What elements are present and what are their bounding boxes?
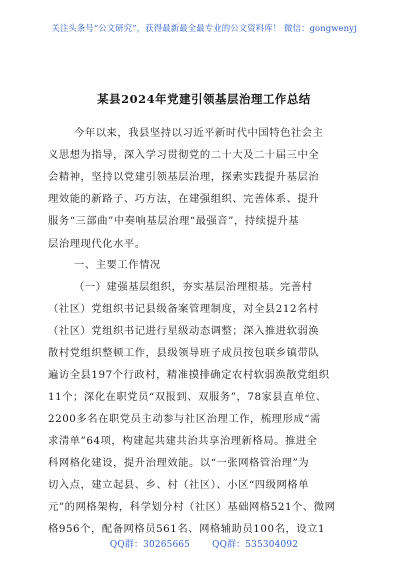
body-line: 2200多名在职党员主动参与社区治理工作，梳理形成“需 bbox=[48, 413, 321, 425]
body-line: 会精神，坚持以党建引领基层治理，探索实践提升基层治 bbox=[48, 171, 320, 183]
body-line: 理效能的新路子、巧方法，在建强组织、完善体系、提升 bbox=[48, 193, 320, 205]
body-line: （一）建强基层组织，夯实基层治理根基。完善村 bbox=[74, 281, 313, 293]
footer-banner bbox=[0, 537, 408, 550]
body-line: 遍访全县197个行政村，精准摸排确定农村软弱涣散党组织 bbox=[48, 369, 330, 381]
footer-qq-group-2: QQ群：535304092 bbox=[212, 540, 299, 550]
body-line: 格956个，配备网格员561名、网格辅助员100名，设立1 bbox=[48, 523, 326, 535]
body-line: 科网格化建设，提升治理效能。以“一张网格管治理”为 bbox=[48, 457, 310, 469]
footer-qq-group-1: QQ群：30265665 bbox=[109, 540, 191, 550]
body-line: 元”的网格架构，科学划分村（社区）基础网格521个、微网 bbox=[48, 501, 336, 513]
header-banner: 关注头条号“公文研究”，获得最新最全最专业的公文资料库！ 微信：gongwenyj bbox=[51, 23, 357, 33]
body-line: 求清单”64项，构建起共建共治共享治理新格局。推进全 bbox=[48, 435, 318, 447]
document-title: 某县2024年党建引领基层治理工作总结 bbox=[97, 92, 311, 106]
section-heading: 一、主要工作情况 bbox=[74, 259, 161, 271]
body-line: 散村党组织整顿工作，县级领导班子成员按包联乡镇带队 bbox=[48, 347, 320, 359]
body-line: （社区）党组织书记进行星级动态调整；深入推进软弱涣 bbox=[48, 325, 320, 337]
body-line: 服务“三部曲”中奏响基层治理“最强音”，持续提升基 bbox=[48, 215, 300, 227]
body-line: 义思想为指导，深入学习贯彻党的二十大及二十届三中全 bbox=[48, 149, 320, 161]
body-line: 今年以来，我县坚持以习近平新时代中国特色社会主 bbox=[74, 127, 324, 139]
body-line: （社区）党组织书记县级备案管理制度，对全县212名村 bbox=[48, 303, 319, 315]
body-line: 层治理现代化水平。 bbox=[48, 238, 146, 250]
body-line: 切入点，建立起县、乡、村（社区）、小区“四级网格单 bbox=[48, 479, 309, 491]
body-line: 11个；深化在职党员“双报到、双服务”，78家县直单位、 bbox=[48, 391, 327, 403]
